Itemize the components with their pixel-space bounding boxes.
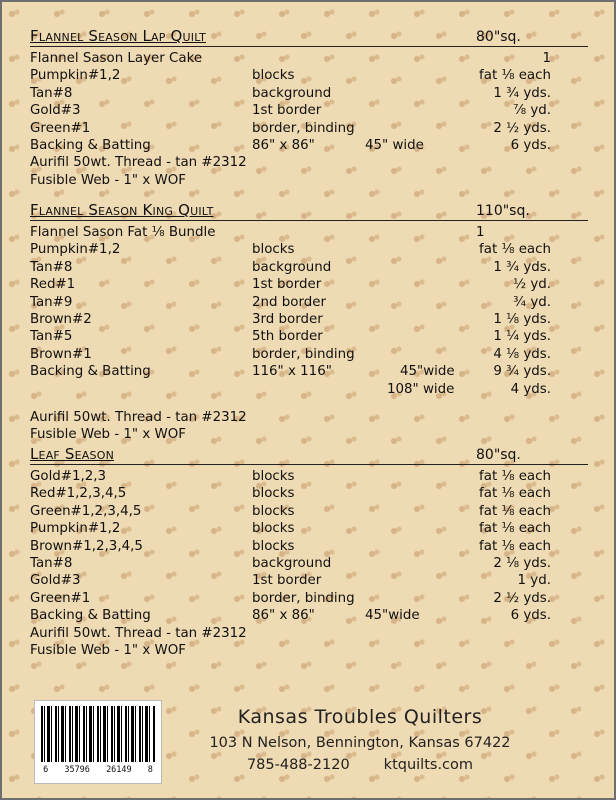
supply-row [30, 311, 588, 328]
item: Aurifil 50wt. Thread - tan #2312 [30, 625, 247, 641]
supply-row [30, 555, 588, 572]
quantity: fat ⅛ each [479, 469, 551, 484]
usage: background [252, 85, 332, 101]
item: Backing & Batting [30, 137, 151, 153]
usage: 1st border [252, 573, 322, 589]
phone-number: 785-488-2120 [246, 757, 350, 773]
quantity: 1 ¼ yds. [493, 329, 551, 345]
section-header [30, 444, 588, 465]
quantity: fat ⅛ each [479, 521, 551, 537]
item: Green#1,2,3,4,5 [30, 503, 142, 519]
supply-row [30, 85, 588, 102]
leaf-season-section [30, 444, 588, 659]
supply-row [30, 538, 588, 555]
supply-row [30, 363, 588, 380]
lap-quilt-section [30, 26, 588, 189]
dimensions: 116" x 116" [252, 364, 332, 380]
section-title: Flannel Season Lap Quilt [30, 27, 206, 45]
item: Red#1 [30, 277, 76, 293]
quantity: 6 yds. [510, 608, 551, 624]
section-title: Leaf Season [30, 445, 114, 463]
supply-row [30, 172, 588, 189]
quantity: fat ⅛ each [479, 68, 551, 84]
supply-row [30, 572, 588, 589]
section-header [30, 26, 588, 47]
king-quilt-section [30, 200, 588, 444]
quantity: 1 [476, 225, 485, 240]
usage: border, binding [252, 590, 355, 606]
width: 45"wide [400, 364, 455, 380]
usage: border, binding [252, 120, 355, 136]
usage: border, binding [252, 346, 355, 362]
usage: 1st border [252, 103, 322, 119]
supply-row [30, 224, 588, 241]
item: Gold#3 [30, 103, 81, 119]
supply-row [30, 67, 588, 84]
supply-row [30, 241, 588, 258]
item: Brown#1 [30, 346, 92, 362]
item: Fusible Web - 1" x WOF [30, 172, 187, 188]
item: Backing & Batting [30, 364, 151, 380]
quantity: fat ⅛ each [479, 503, 551, 519]
company-address: 103 N Nelson, Bennington, Kansas 67422 [209, 735, 511, 751]
usage: background [252, 555, 332, 571]
supply-row [30, 346, 588, 363]
supply-row [30, 120, 588, 137]
usage: 3rd border [252, 311, 323, 327]
item: Pumpkin#1,2 [30, 242, 121, 258]
company-contact [160, 757, 560, 773]
item: Fusible Web - 1" x WOF [30, 427, 187, 443]
item: Tan#8 [30, 555, 73, 571]
quantity: 1 ¾ yds. [493, 259, 551, 275]
item: Pumpkin#1,2 [30, 68, 121, 84]
quilt-size: 110"sq. [476, 203, 530, 219]
width: 108" wide [387, 381, 455, 397]
usage: blocks [252, 538, 295, 554]
item: Aurifil 50wt. Thread - tan #2312 [30, 155, 247, 171]
supply-row [30, 520, 588, 537]
supply-row [30, 590, 588, 607]
supply-row [30, 50, 588, 67]
quantity: 4 yds. [510, 381, 551, 397]
quantity: 1 [542, 51, 551, 66]
usage: 1st border [252, 277, 322, 293]
item: Pumpkin#1,2 [30, 521, 121, 537]
quantity: fat ⅛ each [479, 242, 551, 258]
supply-row [30, 102, 588, 119]
section-title: Flannel Season King Quilt [30, 201, 214, 219]
usage: blocks [252, 486, 295, 502]
supply-row [30, 426, 588, 443]
quantity: 6 yds. [510, 137, 551, 153]
quantity: 2 ⅛ yds. [493, 555, 551, 571]
supply-row [30, 381, 588, 398]
barcode [34, 700, 162, 784]
item: Aurifil 50wt. Thread - tan #2312 [30, 409, 247, 425]
supply-row [30, 409, 588, 426]
barcode-bars [41, 706, 155, 762]
item: Brown#2 [30, 311, 92, 327]
supply-row [30, 154, 588, 171]
quantity: 9 ¾ yds. [493, 364, 551, 380]
website-link[interactable]: ktquilts.com [383, 757, 474, 773]
supply-row [30, 642, 588, 659]
supply-row [30, 276, 588, 293]
usage: blocks [252, 242, 295, 258]
supply-row [30, 503, 588, 520]
company-name: Kansas Troubles Quilters [237, 706, 483, 728]
item: Tan#9 [30, 294, 73, 310]
section-header [30, 200, 588, 221]
item: Green#1 [30, 120, 91, 136]
usage: 5th border [252, 329, 323, 345]
usage: blocks [252, 469, 295, 484]
quantity: 1 yd. [517, 573, 551, 589]
quantity: ¾ yd. [513, 294, 551, 310]
quantity: ½ yd. [513, 277, 551, 293]
supply-row [30, 468, 588, 485]
item: Brown#1,2,3,4,5 [30, 538, 143, 554]
quilt-size: 80"sq. [476, 29, 521, 45]
barcode-digits: 6 35796 26149 8 [43, 765, 153, 775]
supply-row [30, 259, 588, 276]
quantity: 1 ⅛ yds. [493, 311, 551, 327]
item: Red#1,2,3,4,5 [30, 486, 127, 502]
item: Tan#5 [30, 329, 73, 345]
quantity: fat ⅛ each [479, 538, 551, 554]
width: 45"wide [365, 608, 420, 624]
quantity: fat ⅛ each [479, 486, 551, 502]
item: Fusible Web - 1" x WOF [30, 642, 187, 658]
item: Flannel Sason Layer Cake [30, 51, 203, 66]
supply-row [30, 328, 588, 345]
usage: blocks [252, 68, 295, 84]
supply-row [30, 294, 588, 311]
item: Tan#8 [30, 85, 73, 101]
usage: blocks [252, 521, 295, 537]
item: Gold#1,2,3 [30, 469, 107, 484]
supply-row [30, 137, 588, 154]
usage: blocks [252, 503, 295, 519]
usage: 2nd border [252, 294, 326, 310]
dimensions: 86" x 86" [252, 608, 315, 624]
supply-row [30, 485, 588, 502]
quantity: 2 ½ yds. [493, 590, 551, 606]
supply-row [30, 607, 588, 624]
usage: background [252, 259, 332, 275]
quantity: 1 ¾ yds. [493, 85, 551, 101]
item: Green#1 [30, 590, 91, 606]
quantity: 4 ⅛ yds. [493, 346, 551, 362]
item: Flannel Sason Fat ⅛ Bundle [30, 225, 216, 240]
item: Gold#3 [30, 573, 81, 589]
dimensions: 86" x 86" [252, 137, 315, 153]
supply-row [30, 625, 588, 642]
quantity: ⅞ yd. [513, 103, 551, 119]
width: 45" wide [365, 137, 424, 153]
quilt-size: 80"sq. [476, 447, 521, 463]
item: Tan#8 [30, 259, 73, 275]
quantity: 2 ½ yds. [493, 120, 551, 136]
item: Backing & Batting [30, 608, 151, 624]
